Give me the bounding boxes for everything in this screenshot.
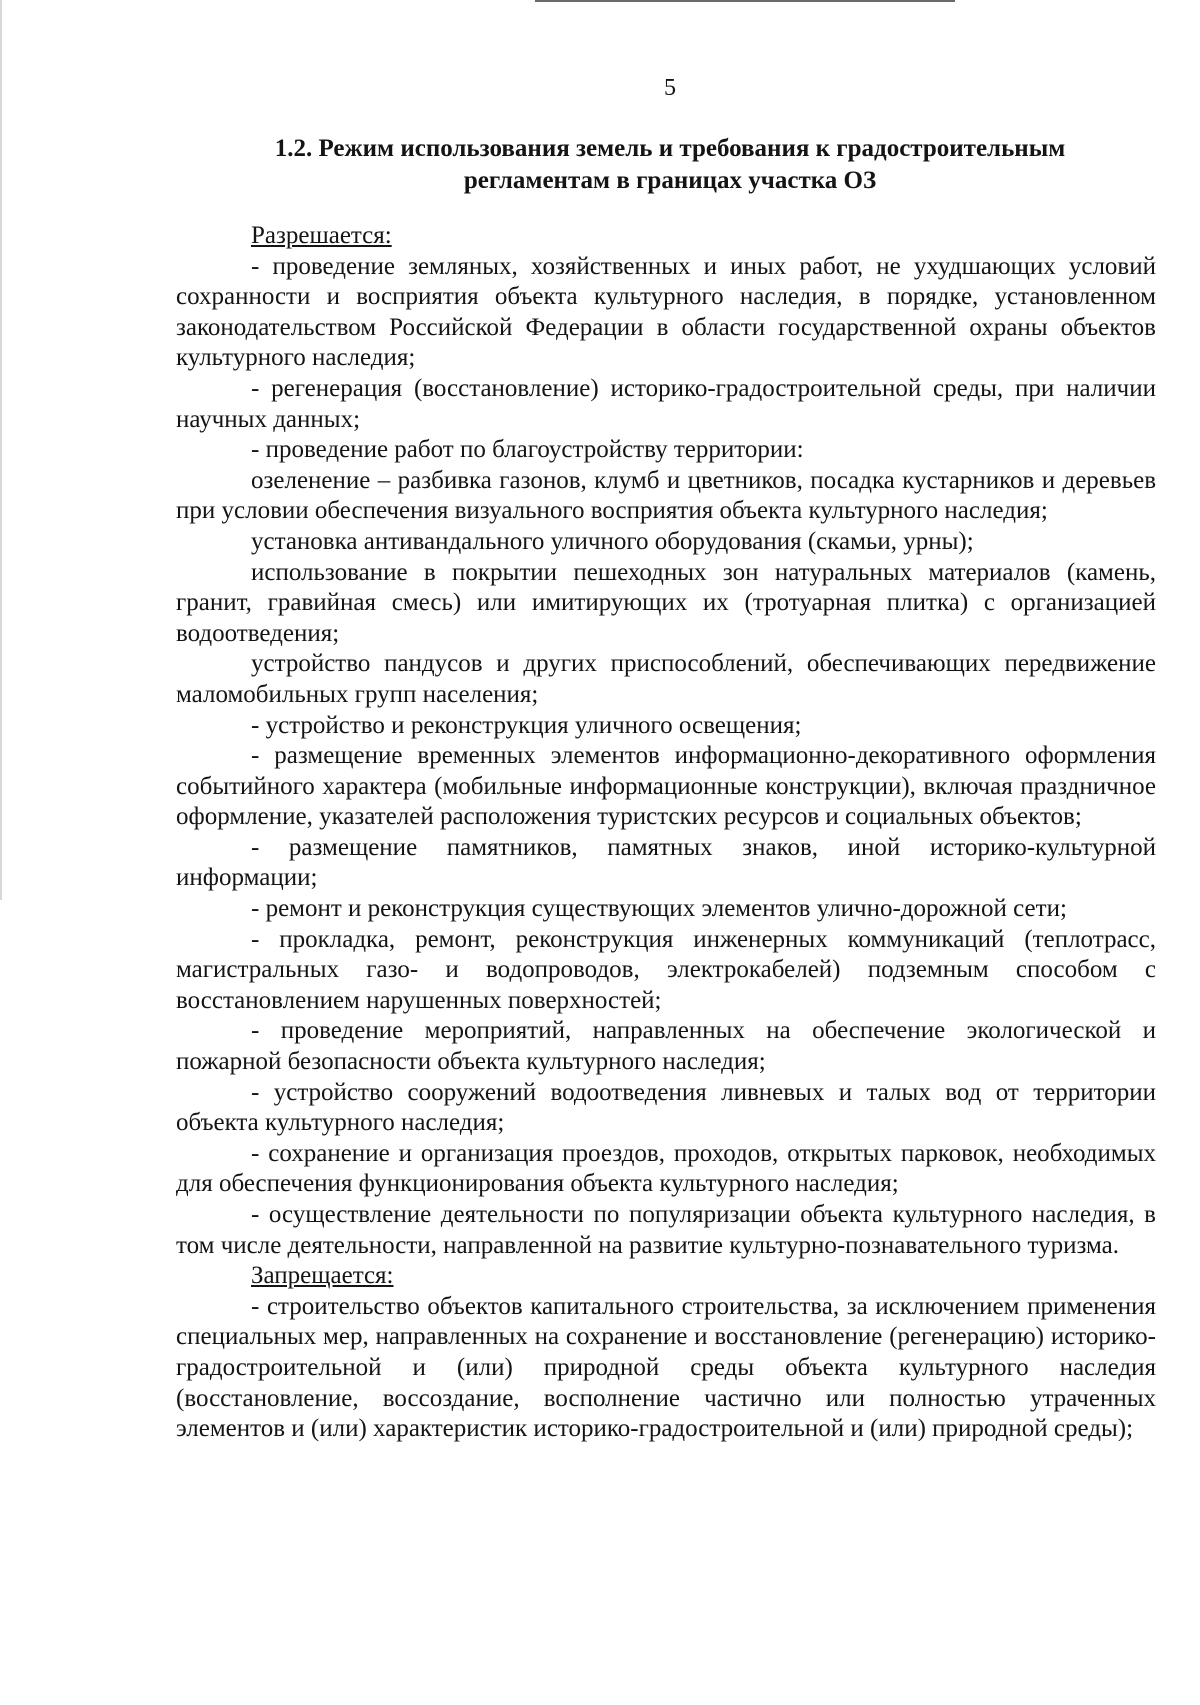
paragraph: - сохранение и организация проездов, проходов, открытых парковок, необходимых для обеспечения функционирования объекта культурного наследия;	[176, 1139, 1156, 1198]
scan-edge	[0, 0, 2, 900]
paragraph: - проведение земляных, хозяйственных и иных работ, не ухудшающих условий сохранности и восприятия объекта культурного наследия, в порядке, установленном законодательством Российской Федерации в области государственной охраны объектов культурного наследия;	[176, 252, 1156, 372]
section-heading: 1.2. Режим использования земель и требования к градостроительным регламентам в границах участка ОЗ	[274, 135, 1066, 194]
paragraph: - размещение памятников, памятных знаков, иной историко-культурной информации;	[176, 833, 1156, 892]
document-body	[176, 221, 1156, 1445]
paragraph: устройство пандусов и других приспособлений, обеспечивающих передвижение маломобильных групп населения;	[176, 650, 1156, 708]
paragraph: использование в покрытии пешеходных зон натуральных материалов (камень, гранит, гравийная смесь) или имитирующих их (тротуарная плитка) с организацией водоотведения;	[176, 558, 1156, 647]
paragraph: - строительство объектов капитального строительства, за исключением применения специальных мер, направленных на сохранение и восстановление (регенерацию) историко-градостроительной и (или) природной среды объекта культурного наследия (восстановление, воссоздание, восполнение частично или полностью утраченных элементов и (или) характеристик историко-градостроительной и (или) природной среды);	[176, 1292, 1156, 1443]
paragraph: - ремонт и реконструкция существующих элементов улично-дорожной сети;	[251, 895, 1067, 923]
page-number: 5	[664, 75, 676, 101]
paragraph: - размещение временных элементов информационно-декоративного оформления событийного характера (мобильные информационные конструкции), включая праздничное оформление, указателей расположения туристских ресурсов и социальных объектов;	[176, 742, 1156, 831]
paragraph: установка антивандального уличного оборудования (скамьи, урны);	[251, 527, 974, 555]
prohibited-label: Запрещается:	[251, 1262, 394, 1290]
paragraph: - устройство сооружений водоотведения ливневых и талых вод от территории объекта культурного наследия;	[176, 1078, 1156, 1137]
paragraph: - устройство и реконструкция уличного освещения;	[251, 711, 802, 739]
allowed-label: Разрешается:	[251, 222, 392, 249]
top-rule	[535, 0, 955, 2]
paragraph: - осуществление деятельности по популяризации объекта культурного наследия, в том числе деятельности, направленной на развитие культурно-познавательного туризма.	[176, 1201, 1156, 1259]
paragraph: озеленение – разбивка газонов, клумб и цветников, посадка кустарников и деревьев при условии обеспечения визуального восприятия объекта культурного наследия;	[176, 466, 1156, 525]
paragraph: - проведение мероприятий, направленных на обеспечение экологической и пожарной безопасности объекта культурного наследия;	[176, 1017, 1156, 1076]
paragraph: - регенерация (восстановление) историко-градостроительной среды, при наличии научных данных;	[176, 374, 1156, 433]
paragraph: - прокладка, ремонт, реконструкция инженерных коммуникаций (теплотрасс, магистральных газо- и водопроводов, электрокабелей) подземным способом с восстановлением нарушенных поверхностей;	[176, 925, 1156, 1014]
paragraph: - проведение работ по благоустройству территории:	[251, 436, 804, 464]
